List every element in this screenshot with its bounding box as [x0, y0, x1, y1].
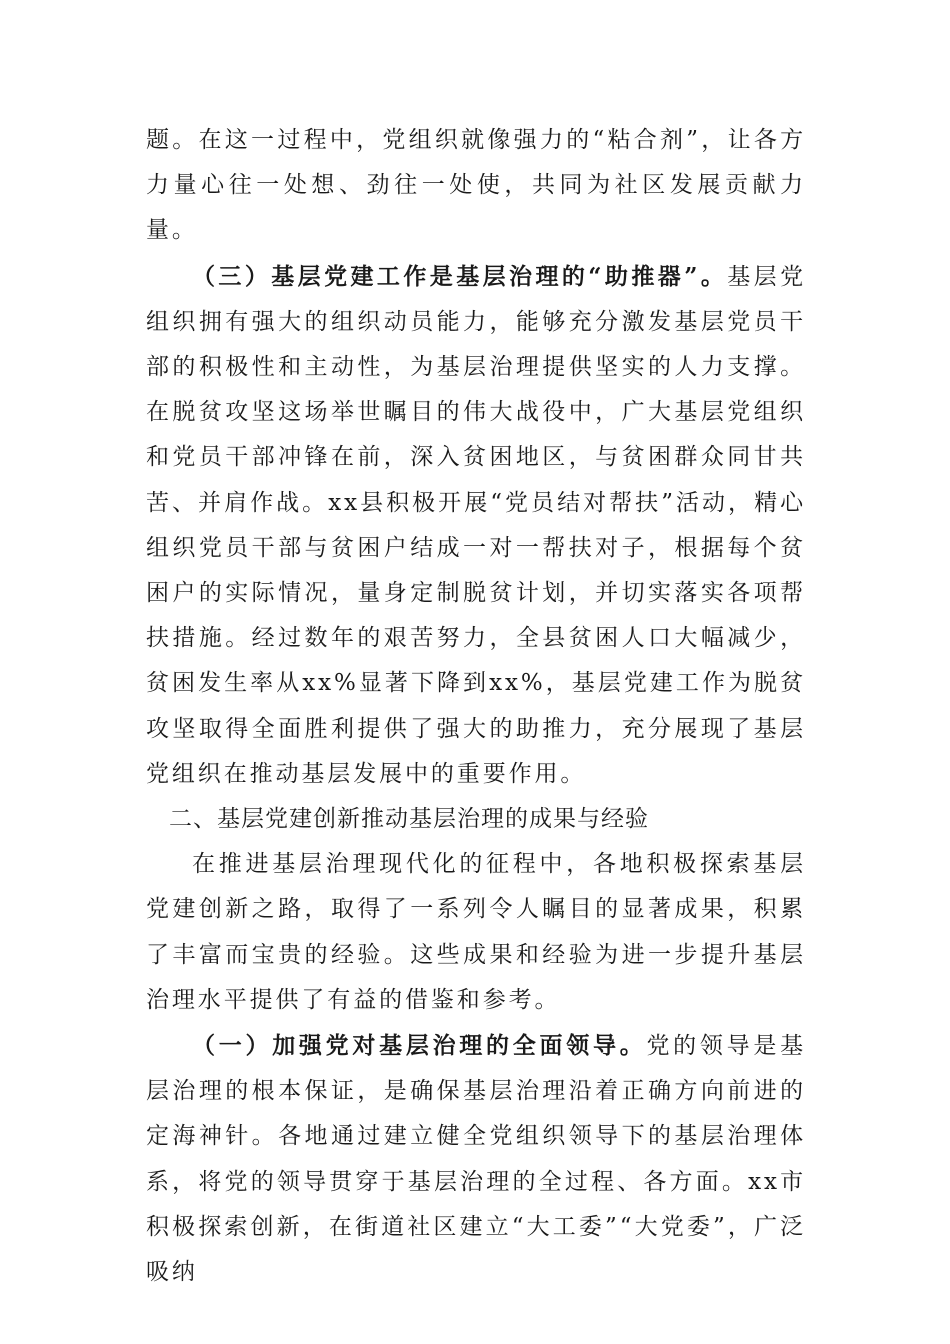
paragraph-body: 基层党组织拥有强大的组织动员能力，能够充分激发基层党员干部的积极性和主动性，为基层治理提供坚实的人力支撑。在脱贫攻坚这场举世瞩目的伟大战役中，广大基层党组织和党员干部冲锋在前，深入贫困地区，与贫困群众同甘共苦、并肩作战。xx县积极开展“党员结对帮扶”活动，精心组织党员干部与贫困户结成一对一帮扶对子，根据每个贫困户的实际情况，量身定制脱贫计划，并切实落实各项帮扶措施。经过数年的艰苦努力，全县贫困人口大幅减少，贫困发生率从xx%显著下降到xx%，基层党建工作为脱贫攻坚取得全面胜利提供了强大的助推力，充分展现了基层党组织在推动基层发展中的重要作用。: [146, 263, 807, 787]
section-heading: 二、基层党建创新推动基层治理的成果与经验: [169, 806, 649, 833]
paragraph-intro: 在推进基层治理现代化的征程中，各地积极探索基层党建创新之路，取得了一系列令人瞩目的显著成果，积累了丰富而宝贵的经验。这些成果和经验为进一步提升基层治理水平提供了有益的借鉴和参考。: [146, 851, 806, 1013]
paragraph-section-3: [146, 254, 806, 797]
paragraph-continuation: 题。在这一过程中，党组织就像强力的“粘合剂”，让各方力量心往一处想、劲往一处使，共同为社区发展贡献力量。: [146, 127, 806, 244]
paragraph-body: 党的领导是基层治理的根本保证，是确保基层治理沿着正确方向前进的定海神针。各地通过建立健全党组织领导下的基层治理体系，将党的领导贯穿于基层治理的全过程、各方面。xx市积极探索创新，在街道社区建立“大工委”“大党委”，广泛吸纳: [146, 1033, 806, 1286]
paragraph-section-1: [146, 1023, 806, 1295]
subsection-lead-1: （一）加强党对基层治理的全面领导。: [192, 1032, 647, 1060]
document-page: [146, 118, 806, 1295]
subsection-lead-3: （三）基层党建工作是基层治理的“助推器”。: [192, 262, 728, 290]
